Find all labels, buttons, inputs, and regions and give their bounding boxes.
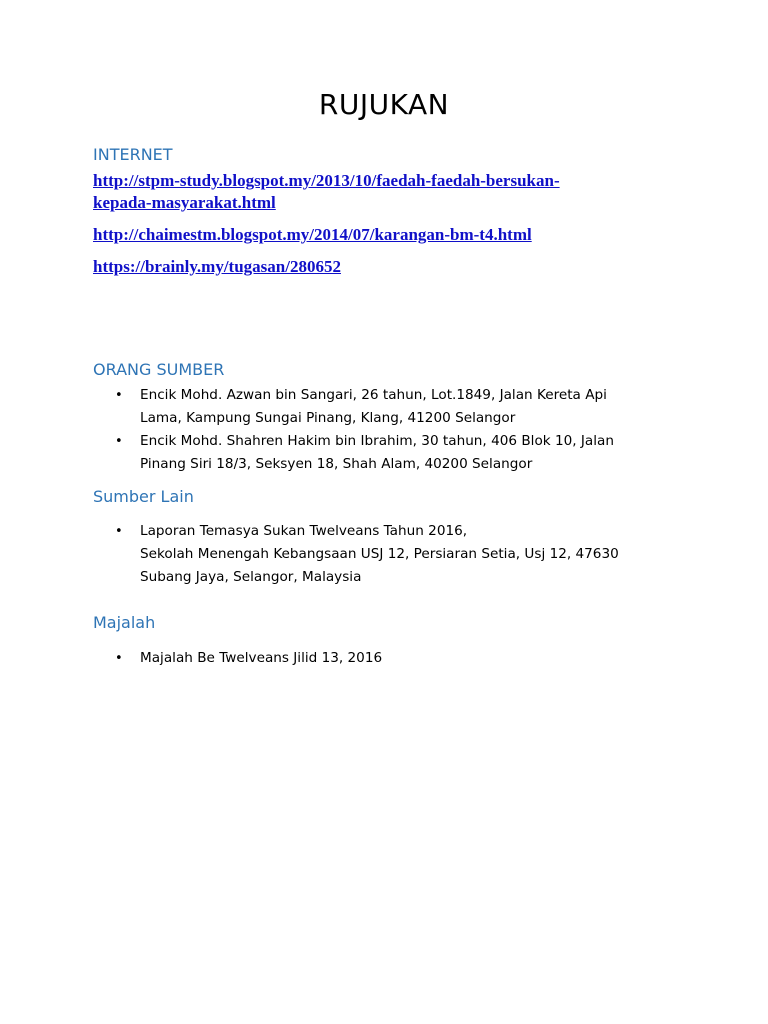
list-item-text: Laporan Temasya Sukan Twelveans Tahun 2016,	[140, 523, 468, 539]
list-item-text: Encik Mohd. Azwan bin Sangari, 26 tahun, Lot.1849, Jalan Kereta Api	[140, 387, 607, 403]
bullet-icon: •	[115, 388, 123, 403]
sumber-lain-list	[93, 520, 673, 589]
list-item-text: Majalah Be Twelveans Jilid 13, 2016	[140, 650, 383, 666]
link-text-line: https://brainly.my/tugasan/280652	[93, 257, 341, 276]
reference-link-chaimestm[interactable]	[93, 225, 532, 244]
bullet-icon: •	[115, 434, 123, 449]
list-item	[93, 430, 673, 476]
list-item-text: Subang Jaya, Selangor, Malaysia	[140, 569, 362, 585]
section-heading-majalah: Majalah	[93, 613, 156, 632]
list-item-text: Sekolah Menengah Kebangsaan USJ 12, Persiaran Setia, Usj 12, 47630	[140, 546, 619, 562]
internet-link-list	[93, 170, 653, 288]
list-item	[93, 647, 673, 670]
list-item	[93, 256, 653, 278]
list-item	[93, 384, 673, 430]
section-heading-internet: INTERNET	[93, 145, 173, 164]
reference-link-brainly[interactable]	[93, 257, 341, 276]
bullet-icon: •	[115, 524, 123, 539]
section-heading-sumber-lain: Sumber Lain	[93, 487, 194, 506]
list-item-text: Encik Mohd. Shahren Hakim bin Ibrahim, 30 tahun, 406 Blok 10, Jalan	[140, 433, 614, 449]
majalah-list	[93, 647, 673, 670]
link-text-line: http://stpm-study.blogspot.my/2013/10/faedah-faedah-bersukan-	[93, 171, 560, 190]
reference-link-stpm-study[interactable]	[93, 171, 560, 212]
link-text-line: kepada-masyarakat.html	[93, 193, 276, 212]
list-item-text: Pinang Siri 18/3, Seksyen 18, Shah Alam, 40200 Selangor	[140, 456, 533, 472]
list-item	[93, 170, 653, 214]
link-text-line: http://chaimestm.blogspot.my/2014/07/karangan-bm-t4.html	[93, 225, 532, 244]
list-item-text: Lama, Kampung Sungai Pinang, Klang, 41200 Selangor	[140, 410, 516, 426]
section-heading-orang-sumber: ORANG SUMBER	[93, 360, 225, 379]
list-item	[93, 224, 653, 246]
page-title: RUJUKAN	[318, 88, 450, 121]
list-item	[93, 520, 673, 589]
bullet-icon: •	[115, 651, 123, 666]
orang-sumber-list	[93, 384, 673, 476]
